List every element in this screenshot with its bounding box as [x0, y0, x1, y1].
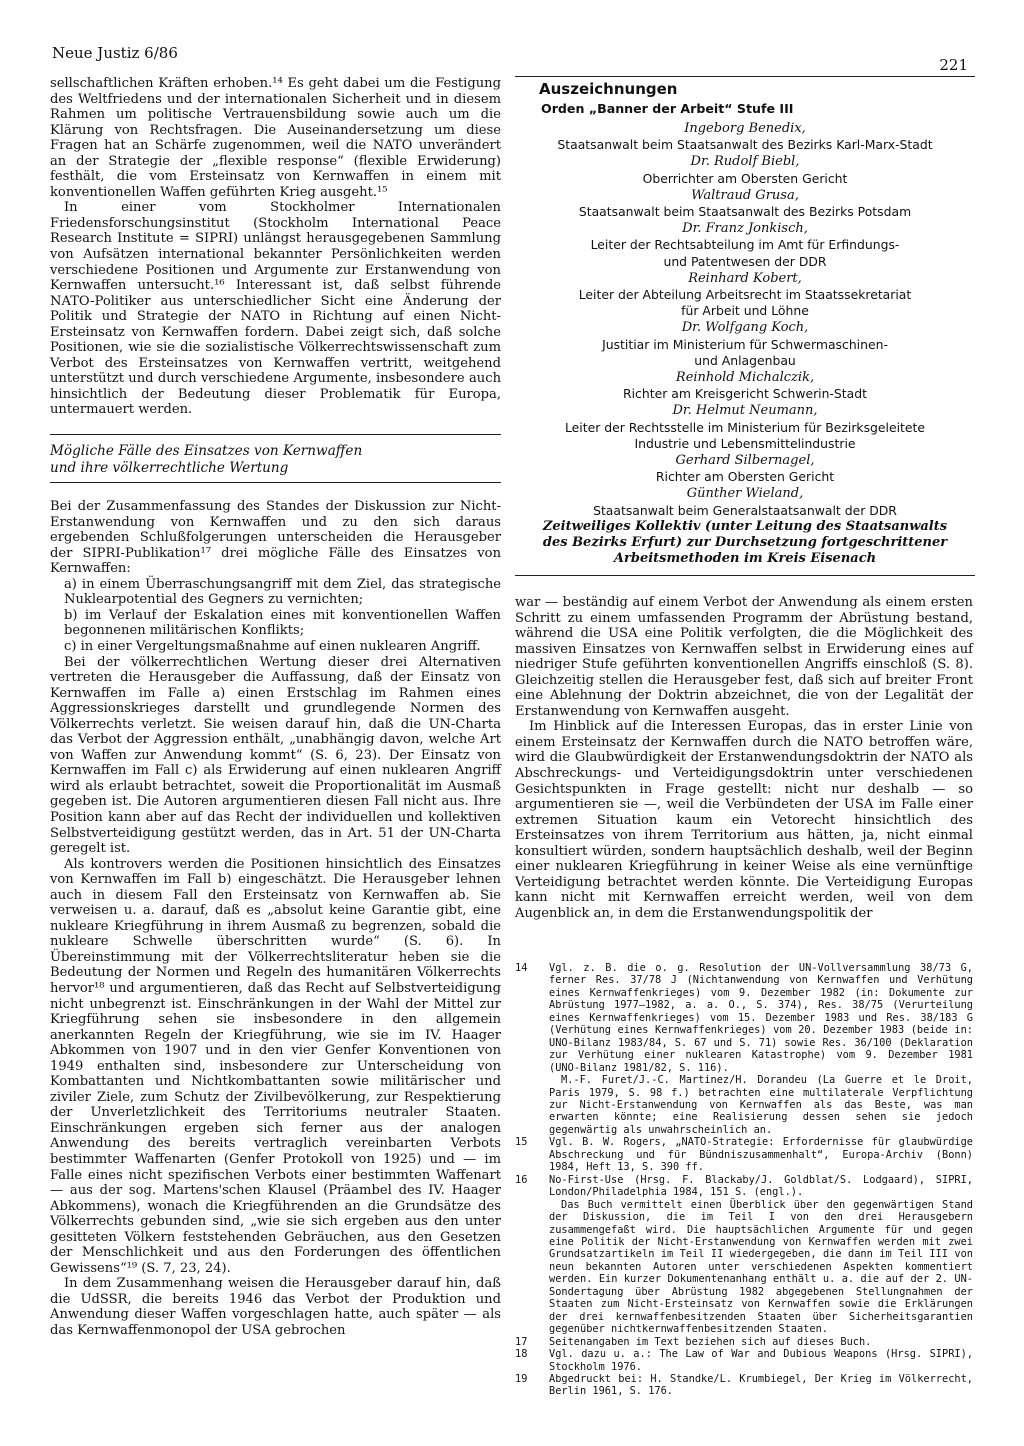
footnotes: [515, 962, 973, 1398]
award-recipient: [515, 402, 975, 452]
recipient-role: Staatsanwalt beim Generalstaatsanwalt der DDR: [593, 502, 897, 518]
recipient-name: Dr. Helmut Neumann,: [672, 403, 818, 419]
recipient-name: Dr. Wolfgang Koch,: [681, 320, 809, 336]
awards-rule-bottom: [515, 575, 975, 576]
footnote-continuation: Das Buch vermittelt einen Überblick über den gegenwärtigen Stand der Diskussion, die im Teil I von den drei Herausgebern zusammengefaßt wird. Die hauptsächlichen Argumente für und gegen eine Politik der Nicht-Erstanwendung von Kernwaffen werden mit zwei Grundsatzartikeln im Teil II wiedergegeben, die dann im Teil III von neun bekannten Autoren unter verschiedenen Aspekten kommentiert werden. Ein kurzer Dokumentenanhang enthält u. a. die auf der 2. UN-Sondertagung über Abrüstung 1982 abgegebenen Stellungnahmen der Staaten zum Nicht-Ersteinsatz von Kernwaffen sowie die Erklärungen der drei kernwaffenbesitzenden Staaten über Sicherheitsgarantien gegenüber nichtkernwaffenbesitzenden Staaten.: [549, 1198, 973, 1336]
recipient-name: Ingeborg Benedix,: [684, 121, 806, 136]
recipient-name: Waltraud Grusa,: [691, 187, 799, 203]
recipient-name: Günther Wieland,: [686, 486, 804, 502]
footnote-number: 17: [515, 1335, 528, 1348]
recipient-role: Leiter der Rechtsabteilung im Amt für Erfindungs-: [590, 237, 900, 253]
recipient-role: Oberrichter am Obersten Gericht: [642, 170, 848, 186]
award-recipient: [515, 369, 975, 402]
page-number: 221: [939, 56, 968, 74]
footnote: [515, 1174, 973, 1199]
footnote: [515, 1336, 973, 1348]
footnote-text: Vgl. dazu u. a.: The Law of War and Dubious Weapons (Hrsg. SIPRI), Stockholm 1976.: [549, 1348, 973, 1373]
left-column: [50, 76, 501, 1339]
recipient-role: für Arbeit und Löhne: [681, 303, 809, 319]
list-item: b) im Verlauf der Eskalation eines mit konventionellen Waffen begonnenen militärischen Konflikts;: [64, 607, 501, 639]
footnote-text: Vgl. z. B. die o. g. Resolution der UN-Vollversammlung 38/73 G, ferner Res. 37/78 J (Nichtanwendung von Kernwaffen und Verhütung eines Kernwaffenkrieges) vom 9. Dezember 1982 (in: Dokumente zur Abrüstung 1977—1982, a. a. O., S. 374), Res. 38/75 (Verurteilung eines Kernwaffenkrieges) vom 15. Dezember 1983 und Res. 38/183 G (Verhütung eines Kernwaffenkrieges) vom 20. Dezember 1983 (beide in: UNO-Bilanz 1983/84, S. 67 und S. 71) sowie Res. 36/100 (Deklaration zur Verhütung einer nuklearen Katastrophe) vom 9. Dezember 1981 (UNO-Bilanz 1981/82, S. 116).: [549, 962, 973, 1074]
footnote-number: 16: [515, 1173, 528, 1186]
footnote-continuation: M.-F. Furet/J.-C. Martinez/H. Dorandeu (La Guerre et le Droit, Paris 1979, S. 98 f.) betrachten eine multilaterale Verpflichtung zur Nicht-Erstanwendung von Kernwaffen als das Beste, was man erwarten könnte; eine Realisierung dessen sehen sie jedoch gegenwärtig als unwahrscheinlich an.: [549, 1074, 973, 1136]
recipient-role: Richter am Kreisgericht Schwerin-Stadt: [623, 386, 867, 402]
footnote: [515, 1348, 973, 1373]
footnote-number: 14: [515, 962, 528, 974]
awards-subtitle: Orden „Banner der Arbeit“ Stufe III: [541, 101, 794, 116]
body-paragraph: In dem Zusammenhang weisen die Herausgeber darauf hin, daß die UdSSR, die bereits 1946 das Verbot der Produktion und Anwendung dieser Waffen vorgeschlagen hatte, auch später — als das Kernwaffenmonopol der USA gebrochen: [50, 1276, 501, 1339]
recipient-role: Justitiar im Ministerium für Schwermaschinen-: [602, 336, 888, 352]
award-collective: Zeitweiliges Kollektiv (unter Leitung des Staatsanwalts des Bezirks Erfurt) zur Durchsetzung fortgeschrittener Arbeitsmethoden im Kreis Eisenach: [542, 518, 948, 567]
body-paragraph: In einer vom Stockholmer Internationalen Friedensforschungsinstitut (Stockholm International Peace Research Institute = SIPRI) unlängst herausgegebenen Sammlung von Aufsätzen international bekannter Persönlichkeiten werden verschiedene Positionen und Argumente zur Erstanwendung von Kernwaffen untersucht.¹⁶ Interessant ist, daß selbst führende NATO-Politiker aus unterschiedlicher Sicht eine Änderung der Politik und Strategie der NATO in Richtung auf einen Nicht-Ersteinsatz von Kernwaffen fordern. Dabei zeigt sich, daß solche Positionen, wie sie die sozialistische Völkerrechtswissenschaft zum Verbot des Ersteinsatzes von Kernwaffen vertritt, weitgehend unterstützt und durch verschiedene Argumente, insbesondere auch hinsichtlich der Bedeutung dieser Problematik für Europa, untermauert werden.: [50, 200, 501, 418]
award-recipient: [515, 485, 975, 518]
recipient-role: und Anlagenbau: [694, 352, 796, 368]
footnote-number: 15: [515, 1136, 528, 1149]
award-recipient: [515, 319, 975, 369]
footnote-text: Vgl. B. W. Rogers, „NATO-Strategie: Erfordernisse für glaubwürdige Abschreckung und für Bündniszusammenhalt“, Europa-Archiv (Bonn) 1984, Heft 13, S. 390 ff.: [549, 1136, 973, 1174]
awards-rule-top: [515, 76, 975, 77]
body-paragraph: Im Hinblick auf die Interessen Europas, das in erster Linie von einem Ersteinsatz der Kernwaffen durch die NATO betroffen wäre, wird die Glaubwürdigkeit der Erstanwendungsdoktrin der NATO als Abschreckungs- und Verteidigungsdoktrin unter verschiedenen Gesichtspunkten in Frage gestellt: nicht nur deshalb — so argumentieren sie —, weil die Verbündeten der USA im Falle einer extremen Situation kaum ein Vetorecht hinsichtlich des Ersteinsatzes von ihrem Territorium aus hätten, ja, nicht einmal konsultiert würden, sondern hauptsächlich deshalb, weil der Beginn einer nuklearen Kriegführung in keiner Weise als eine vernünftige Verteidigung betrachtet werden könnte. Die Verteidigung Europas kann nicht mit Kernwaffen erreicht werden, weil von dem Augenblick an, in dem die Erstanwendungspolitik der: [515, 719, 973, 921]
page-header: [52, 44, 968, 74]
footnote-number: 18: [515, 1348, 528, 1361]
recipient-name: Reinhard Kobert,: [688, 270, 802, 286]
footnote-text: No-First-Use (Hrsg. F. Blackaby/J. Goldblat/S. Lodgaard), SIPRI, London/Philadelphia 1984, 151 S. (engl.).: [549, 1173, 973, 1199]
list-item: a) in einem Überraschungsangriff mit dem Ziel, das strategische Nuklearpotential des Gegners zu vernichten;: [64, 576, 501, 608]
recipient-name: Reinhold Michalczik,: [675, 370, 815, 386]
recipient-role: Staatsanwalt beim Staatsanwalt des Bezirks Potsdam: [578, 204, 912, 220]
footnote-text: Seitenangaben im Text beziehen sich auf dieses Buch.: [549, 1335, 872, 1348]
footnote: [515, 962, 973, 1074]
footnote: [515, 1136, 973, 1173]
section-rule-top: [50, 434, 501, 435]
award-recipient: [515, 153, 975, 186]
body-paragraph: sellschaftlichen Kräften erhoben.¹⁴ Es geht dabei um die Festigung des Weltfriedens und der internationalen Sicherheit und in diesem Rahmen um politische Vertrauensbildung sowie auch um die Klärung von Rechtsfragen. Die Auseinandersetzung um diese Fragen hat an Schärfe zugenommen, weil die NATO unverändert an der Strategie der „flexible response“ (flexible Erwiderung) festhält, die vom Ersteinsatz von Kernwaffen in einem mit konventionellen Waffen geführten Krieg ausgeht.¹⁵: [50, 76, 501, 200]
recipient-role: Leiter der Rechtsstelle im Ministerium für Bezirksgeleitete: [564, 419, 926, 435]
recipient-name: Dr. Rudolf Biebl,: [690, 154, 800, 170]
recipient-role: Richter am Obersten Gericht: [655, 469, 835, 485]
recipient-role: Leiter der Abteilung Arbeitsrecht im Staatssekretariat: [578, 287, 912, 303]
recipient-role: Staatsanwalt beim Staatsanwalt des Bezirks Karl-Marx-Stadt: [557, 137, 933, 153]
list-item: c) in einer Vergeltungsmaßnahme auf einen nuklearen Angriff.: [64, 638, 481, 654]
recipient-role: und Patentwesen der DDR: [663, 253, 827, 269]
award-recipient: [515, 452, 975, 485]
recipient-role: Industrie und Lebensmittelindustrie: [634, 435, 856, 451]
section-heading-line: und ihre völkerrechtliche Wertung: [50, 459, 289, 476]
body-paragraph: Bei der Zusammenfassung des Standes der Diskussion zur Nicht-Erstanwendung von Kernwaffen und zu den sich daraus ergebenden Schlußfolgerungen unterscheiden die Herausgeber der SIPRI-Publikation¹⁷ drei mögliche Fälle des Einsatzes von Kernwaffen:: [50, 499, 501, 577]
body-paragraph: Als kontrovers werden die Positionen hinsichtlich des Einsatzes von Kernwaffen im Fall b) eingeschätzt. Die Herausgeber lehnen auch in diesem Fall den Ersteinsatz von Kernwaffen ab. Sie verweisen u. a. darauf, daß es „absolut keine Garantie gibt, eine nukleare Kriegführung in ihrem Ausmaß zu begrenzen, sobald die nukleare Schwelle überschritten wurde“ (S. 6). In Übereinstimmung mit der Völkerrechtsliteratur heben sie die Bedeutung der Normen und Regeln des humanitären Völkerrechts hervor¹⁸ und argumentieren, daß das Recht auf Selbstverteidigung nicht unbegrenzt ist. Einschränkungen in der Wahl der Mittel zur Kriegführung sehen sie insbesondere in den allgemein anerkannten Regeln der Kriegführung, wie sie im IV. Haager Abkommen von 1907 und in den vier Genfer Konventionen von 1949 enthalten sind, insbesondere zur Unterscheidung von Kombattanten und Nichtkombattanten sowie militärischer und ziviler Ziele, zum Schutz der Zivilbevölkerung, zur Respektierung der Unverletzlichkeit des Territoriums neutraler Staaten. Einschränkungen ergeben sich ferner aus der analogen Anwendung des bereits vertraglich vereinbarten Verbots bestimmter Waffenarten (Genfer Protokoll von 1925) und — im Falle eines nicht spezifischen Verbots einer bestimmten Waffenart — aus der sog. Martens'schen Klausel (Präambel des IV. Haager Abkommens), wonach die Kriegführenden an die Grundsätze des Völkerrechts gebunden sind, „wie sie sich ergeben aus den unter gesitteten Völkern feststehenden Gebräuchen, aus den Gesetzen der Menschlichkeit und aus den Forderungen des öffentlichen Gewissens“¹⁹ (S. 7, 23, 24).: [50, 856, 501, 1276]
right-column: [515, 595, 973, 921]
awards-title: Auszeichnungen: [539, 80, 678, 98]
recipient-name: Gerhard Silbernagel,: [675, 453, 815, 469]
journal-title: Neue Justiz 6/86: [52, 44, 178, 62]
award-recipient: [515, 220, 975, 270]
awards-box: [515, 76, 975, 576]
footnote-number: 19: [515, 1372, 528, 1385]
award-recipient: [515, 120, 975, 153]
body-paragraph: war — beständig auf einem Verbot der Anwendung als einem ersten Schritt zu einem umfassenden Programm der Abrüstung bestand, während die USA eine Politik verfolgten, die die Möglichkeit des massiven Einsatzes von Kernwaffen selbst in Erwiderung eines auf niedriger Stufe geführten konventionellen Angriffs einschloß (S. 8). Gleichzeitig stellen die Herausgeber fest, daß sich auf breiter Front eine Ablehnung der Doktrin abzeichnet, die von der Legalität der Erstanwendung von Kernwaffen ausgeht.: [515, 595, 973, 719]
footnote: [515, 1373, 973, 1398]
section-heading-line: Mögliche Fälle des Einsatzes von Kernwaffen: [50, 443, 363, 460]
body-paragraph: Bei der völkerrechtlichen Wertung dieser drei Alternativen vertreten die Herausgeber die Auffassung, daß der Einsatz von Kernwaffen im Falle a) einen Erstschlag im Rahmen eines Aggressionskrieges darstellt und grundlegende Normen des Völkerrechts verletzt. Sie weisen darauf hin, daß die UN-Charta das Verbot der Aggression enthält, „unabhängig davon, welche Art von Waffen zur Anwendung kommt“ (S. 6, 23). Der Einsatz von Kernwaffen im Fall c) als Erwiderung auf einen nuklearen Angriff wird als erlaubt betrachtet, soweit die Proportionalität im Ausmaß gegeben ist. Die Autoren argumentieren diesen Fall nicht aus. Ihre Position kann aber auf das Recht der individuellen und kollektiven Selbstverteidigung gestützt werden, das in Art. 51 der UN-Charta geregelt ist.: [50, 654, 501, 857]
award-recipient: [515, 270, 975, 320]
footnote-text: Abgedruckt bei: H. Standke/L. Krumbiegel, Der Krieg im Völkerrecht, Berlin 1961, S. 176.: [549, 1372, 973, 1398]
recipient-name: Dr. Franz Jonkisch,: [682, 221, 808, 237]
section-heading: [50, 443, 501, 476]
award-recipient: [515, 187, 975, 220]
